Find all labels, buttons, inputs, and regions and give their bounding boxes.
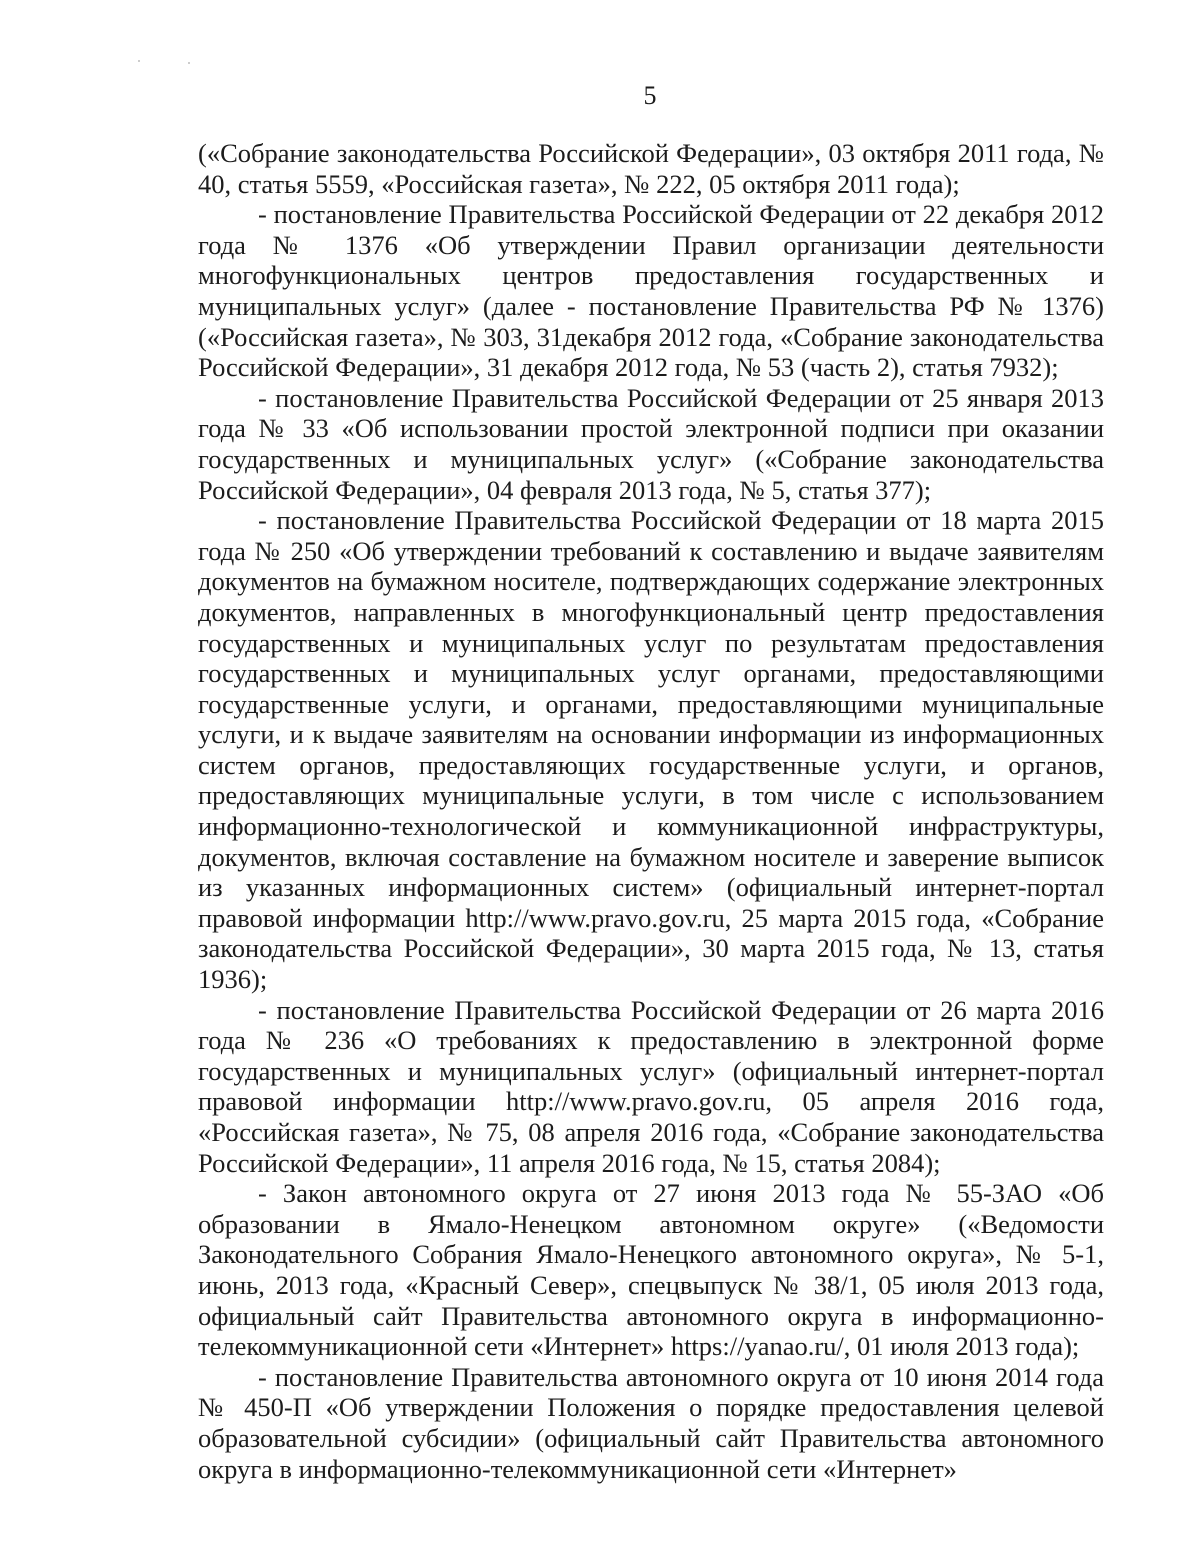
scan-artifact-dots [138, 60, 198, 68]
page-number: 5 [643, 81, 657, 110]
paragraph-decree-236: - постановление Правительства Российской Федерации от 26 марта 2016 года № 236 «О требованиях к предоставлению в электронной форме государственных и муниципальных услуг» (официальный интернет-портал правовой информации http://www.pravo.gov.ru, 05 апреля 2016 года, «Российская газета», № 75, 08 апреля 2016 года, «Собрание законодательства Российской Федерации», 11 апреля 2016 года, № 15, статья 2084); [198, 994, 1104, 1178]
document-body [198, 138, 1104, 1484]
paragraph-decree-1376: - постановление Правительства Российской Федерации от 22 декабря 2012 года № 1376 «Об утверждении Правил организации деятельности многофункциональных центров предоставления государственных и муниципальных услуг» (далее - постановление Правительства РФ № 1376) («Российская газета», № 303, 31декабря 2012 года, «Собрание законодательства Российской Федерации», 31 декабря 2012 года, № 53 (часть 2), статья 7932); [198, 199, 1104, 383]
paragraph-decree-250: - постановление Правительства Российской Федерации от 18 марта 2015 года № 250 «Об утверждении требований к составлению и выдаче заявителям документов на бумажном носителе, подтверждающих содержание электронных документов, направленных в многофункциональный центр предоставления государственных и муниципальных услуг по результатам предоставления государственных и муниципальных услуг органами, предоставляющими государственные услуги, и органами, предоставляющими муниципальные услуги, и к выдаче заявителям на основании информации из информационных систем органов, предоставляющих государственные услуги, и органов, предоставляющих муниципальные услуги, в том числе с использованием информационно-технологической и коммуникационной инфраструктуры, документов, включая составление на бумажном носителе и заверение выписок из указанных информационных систем» (официальный интернет-портал правовой информации http://www.pravo.gov.ru, 25 марта 2015 года, «Собрание законодательства Российской Федерации», 30 марта 2015 года, № 13, статья 1936); [198, 505, 1104, 995]
paragraph-citation-continuation: («Собрание законодательства Российской Федерации», 03 октября 2011 года, № 40, статья 5559, «Российская газета», № 222, 05 октября 2011 года); [198, 138, 1104, 199]
paragraph-law-55-zao: - Закон автономного округа от 27 июня 2013 года № 55-ЗАО «Об образовании в Ямало-Ненецком автономном округе» («Ведомости Законодательного Собрания Ямало-Ненецкого автономного округа», № 5-1, июнь, 2013 года, «Красный Север», спецвыпуск № 38/1, 05 июля 2013 года, официальный сайт Правительства автономного округа в информационно-телекоммуникационной сети «Интернет» https://yanao.ru/, 01 июля 2013 года); [198, 1178, 1104, 1362]
paragraph-decree-33: - постановление Правительства Российской Федерации от 25 января 2013 года № 33 «Об использовании простой электронной подписи при оказании государственных и муниципальных услуг» («Собрание законодательства Российской Федерации», 04 февраля 2013 года, № 5, статья 377); [198, 382, 1104, 505]
paragraph-decree-450-p: - постановление Правительства автономного округа от 10 июня 2014 года № 450-П «Об утверждении Положения о порядке предоставления целевой образовательной субсидии» (официальный сайт Правительства автономного округа в информационно-телекоммуникационной сети «Интернет» [198, 1361, 1104, 1484]
